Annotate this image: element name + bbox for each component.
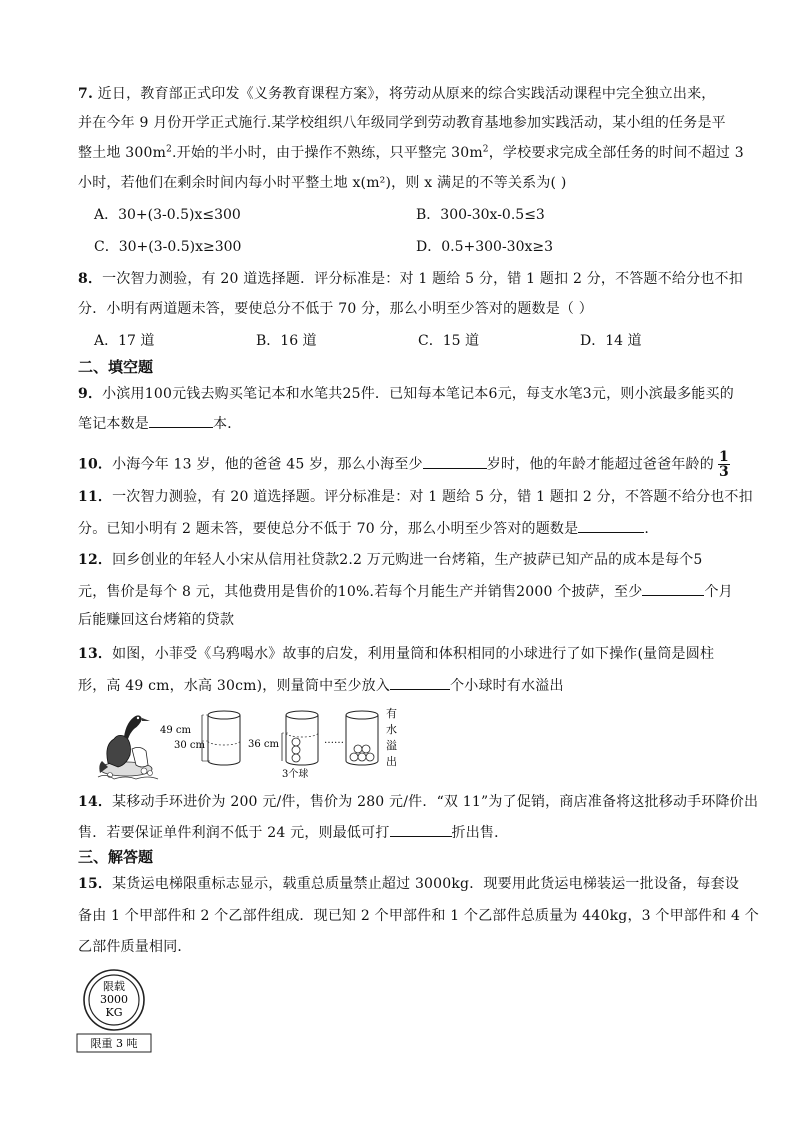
q8-option-b[interactable]: B．16 道 [256, 333, 317, 349]
q11-text1: 一次智力测验，有 20 道选择题。评分标准是：对 1 题给 5 分，错 1 题扣 2 分，不答题不给分也不扣 [112, 489, 753, 505]
overflow-char-3: 溢 [386, 739, 397, 752]
section-fill-in: 二、填空题 [78, 358, 154, 376]
q13-text2a: 形，高 49 cm，水高 30cm)，则量筒中至少放入 [78, 678, 391, 694]
q8-number: 8． [78, 271, 103, 287]
q12-line2 [78, 581, 733, 602]
label-3-balls: 3个球 [282, 769, 309, 780]
q10-number: 10． [78, 456, 113, 473]
q7-option-a[interactable]: A．30+(3-0.5)x≤300 [94, 207, 241, 223]
q11-text2a: 分。已知小明有 2 题未答，要使总分不低于 70 分，那么小明至少答对的题数是 [78, 521, 579, 537]
q7-option-d[interactable]: D．0.5+300-30x≥3 [416, 239, 554, 255]
q12-text1: 回乡创业的年轻人小宋从信用社贷款2.2 万元购进一台烤箱，生产披萨已知产品的成本是每个5 [112, 552, 703, 568]
q13-line2 [78, 675, 564, 696]
q14-line2 [78, 822, 508, 843]
q13-line1 [78, 644, 714, 664]
q13-text1: 如图，小菲受《乌鸦喝水》故事的启发，利用量筒和体积相同的小球进行了如下操作(量筒是圆柱 [112, 646, 715, 662]
q7-number: 7. [78, 86, 94, 102]
q14-line1 [78, 792, 758, 812]
crow-illustration [98, 715, 158, 779]
q10-text-b: 岁时，他的年龄才能超过爸爸年龄的 [486, 456, 714, 473]
q14-text2b: 折出售． [451, 825, 509, 841]
q9-text2a: 笔记本数是 [78, 416, 149, 432]
q12-text2a: 元，售价是每个 8 元，其他费用是售价的10%.若每个月能生产并销售2000 个披萨，至少 [78, 584, 643, 600]
q9-text2b: 本． [213, 416, 242, 432]
overflow-char-1: 有 [386, 707, 397, 720]
overflow-char-4: 出 [386, 755, 397, 768]
q12-answer-blank[interactable] [642, 581, 704, 596]
q15-number: 15． [78, 876, 113, 892]
q7-option-b[interactable]: B．300-30x-0.5≤3 [416, 207, 545, 223]
q7-text3a: 整土地 300m [78, 145, 167, 161]
q14-number: 14． [78, 794, 113, 810]
q12-line1 [78, 550, 703, 570]
sign-text-1: 限载 [103, 980, 125, 993]
q10-line [78, 450, 730, 479]
q8-line1 [78, 269, 743, 289]
q11-text2b: . [644, 521, 649, 537]
label-49cm: 49 cm [160, 725, 191, 736]
q9-text1: 小滨用100元钱去购买笔记本和水笔共25件．已知每本笔记本6元，每支水笔3元，则小滨最多能买的 [102, 386, 734, 402]
q11-answer-blank[interactable] [578, 518, 644, 533]
q10-frac-numerator: 1 [718, 449, 729, 465]
section-answer: 三、解答题 [78, 848, 154, 866]
q7-text3b: .开始的半小时，由于操作不熟练，只平整完 30m [172, 145, 483, 161]
q7-line2: 并在今年 9 月份开学正式施行.某学校组织八年级同学到劳动教育基地参加实践活动，某小组的任务是平 [78, 115, 726, 131]
q9-answer-blank[interactable] [149, 413, 213, 428]
weight-limit-sign [76, 968, 156, 1054]
q8-option-a[interactable]: A．17 道 [94, 333, 155, 349]
q14-text1: 某移动手环进价为 200 元/件，售价为 280 元/件．“双 11”为了促销，商店准备将这批移动手环降价出 [112, 794, 759, 810]
q14-answer-blank[interactable] [390, 822, 452, 837]
cylinder-3 [346, 707, 397, 768]
q10-answer-blank[interactable] [423, 454, 487, 469]
q7-sup1: 2 [166, 144, 172, 155]
q12-line3: 后能赚回这台烤箱的贷款 [78, 612, 235, 628]
q7-line1 [78, 84, 715, 104]
q7-option-c[interactable]: C．30+(3-0.5)x≥300 [94, 239, 242, 255]
q12-number: 12． [78, 552, 113, 568]
cylinder-1 [160, 711, 240, 765]
cylinder-2 [248, 711, 318, 780]
q15-text1: 某货运电梯限重标志显示，载重总质量禁止超过 3000kg．现要用此货运电梯装运一批设备，每套设 [112, 876, 740, 892]
label-30cm: 30 cm [174, 740, 205, 751]
sign-text-3: KG [105, 1006, 123, 1019]
q12-text2b: 个月 [704, 584, 733, 600]
q13-answer-blank[interactable] [390, 675, 450, 690]
q7-text1: 近日，教育部正式印发《义务教育课程方案》，将劳动从原来的综合实践活动课程中完全独立出来， [97, 86, 716, 102]
q8-option-c[interactable]: C．15 道 [418, 333, 479, 349]
q8-text1: 一次智力测验，有 20 道选择题．评分标准是：对 1 题给 5 分，错 1 题扣 2 分，不答题不给分也不扣 [102, 271, 743, 287]
q10-text-a: 小海今年 13 岁，他的爸爸 45 岁，那么小海至少 [112, 456, 423, 473]
q10-frac-denominator: 3 [718, 464, 729, 480]
q8-option-d[interactable]: D．14 道 [580, 333, 642, 349]
q14-text2a: 售．若要保证单件利润不低于 24 元，则最低可打 [78, 825, 390, 841]
q15-line2: 备由 1 个甲部件和 2 个乙部件组成．现已知 2 个甲部件和 1 个乙部件总质量为 440kg，3 个甲部件和 4 个 [78, 908, 760, 924]
q11-line2 [78, 518, 649, 539]
ellipsis: …… [324, 735, 344, 746]
q9-line1 [78, 384, 734, 404]
q13-text2b: 个小球时有水溢出 [450, 678, 564, 694]
q13-figure [96, 703, 406, 783]
q8-line2: 分．小明有两道题未答，要使总分不低于 70 分，那么小明至少答对的题数是（ ） [78, 301, 593, 317]
q7-text3c: ，学校要求完成全部任务的时间不超过 3 [488, 145, 744, 161]
q15-line3: 乙部件质量相同． [78, 939, 192, 955]
q11-line1 [78, 487, 753, 507]
q7-line3 [78, 143, 744, 163]
q15-line1 [78, 874, 739, 894]
sign-text-2: 3000 [100, 993, 128, 1006]
q7-line4: 小时，若他们在剩余时间内每小时平整土地 x(m²)，则 x 满足的不等关系为( ) [78, 175, 567, 191]
sign-label: 限重 3 吨 [90, 1037, 138, 1050]
overflow-char-2: 水 [386, 723, 397, 736]
q11-number: 11． [78, 489, 113, 505]
q10-fraction [718, 450, 730, 479]
q9-line2 [78, 413, 241, 434]
q13-number: 13． [78, 646, 113, 662]
q9-number: 9． [78, 386, 103, 402]
q7-sup2: 2 [482, 144, 489, 155]
label-36cm: 36 cm [248, 739, 279, 750]
